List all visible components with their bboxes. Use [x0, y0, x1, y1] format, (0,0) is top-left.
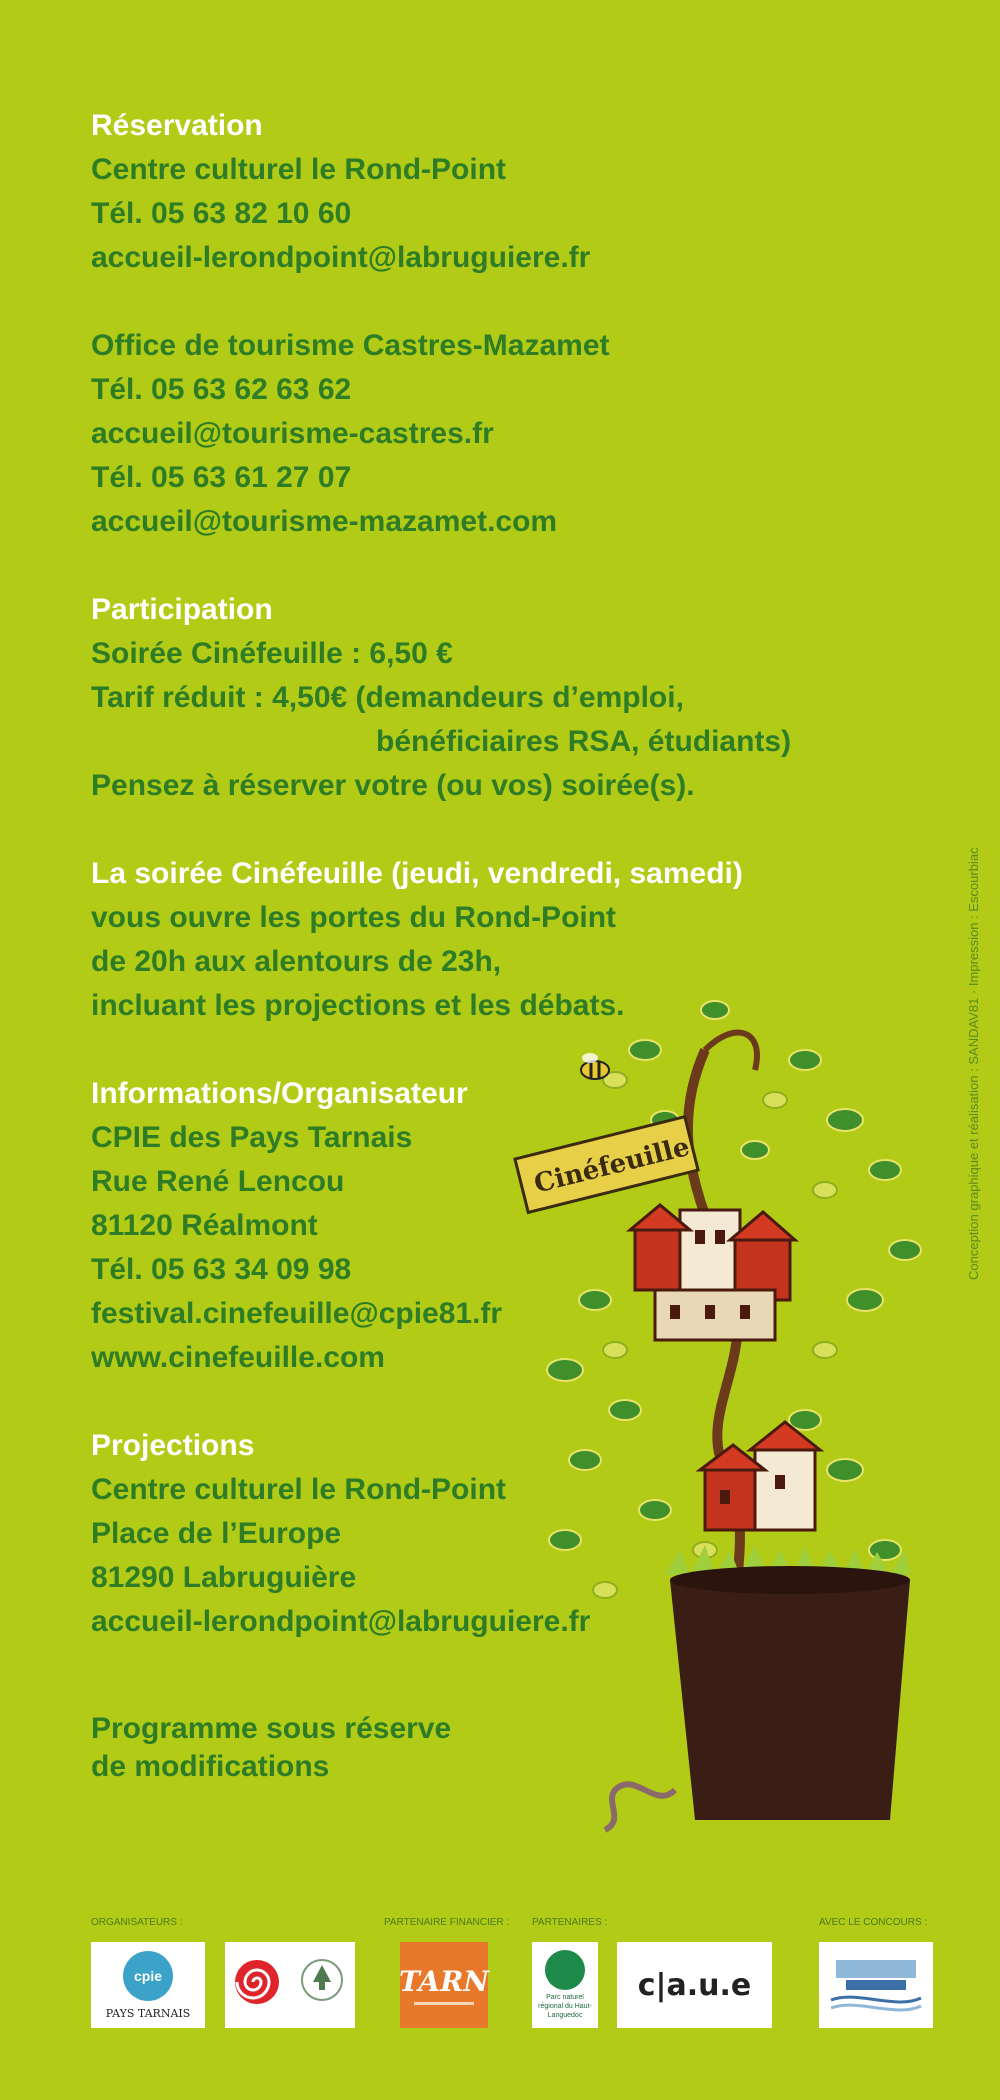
projections-email[interactable]: accueil-lerondpoint@labruguiere.fr [91, 1605, 591, 1638]
programme-note: de modifications [91, 1750, 330, 1783]
reservation-email[interactable]: accueil-lerondpoint@labruguiere.fr [91, 241, 591, 274]
organisateur-name: CPIE des Pays Tarnais [91, 1121, 413, 1154]
side-credit: Conception graphique et réalisation : SANDAV81 · Impression : Escourbiac [966, 847, 981, 1280]
label-organisateurs: ORGANISATEURS : [91, 1917, 183, 1928]
parc-emblem-icon [545, 1950, 585, 1990]
label-partenaires: PARTENAIRES : [532, 1917, 608, 1928]
office-name: Office de tourisme Castres-Mazamet [91, 329, 610, 362]
spacer [91, 544, 851, 588]
cpie-logo [91, 1942, 205, 2028]
labruguiere-logos [225, 1942, 355, 2028]
soiree-line: de 20h aux alentours de 23h, [91, 945, 502, 978]
concours-logo [819, 1942, 933, 2028]
caue-logo-text: c|a.u.e [637, 1967, 752, 2003]
cpie-emblem-icon: cpie [123, 1951, 173, 2001]
participation-reduced-cont: bénéficiaires RSA, étudiants) [376, 725, 792, 758]
label-avec-le-concours: AVEC LE CONCOURS : [819, 1917, 928, 1928]
cinefeuille-illustration [505, 990, 945, 1840]
tarn-logo-text: TARN [399, 1965, 489, 1998]
label-partenaire-financier: PARTENAIRE FINANCIER : [384, 1917, 510, 1928]
tarn-logo [400, 1942, 488, 2028]
participation-price: Soirée Cinéfeuille : 6,50 € [91, 637, 453, 670]
parc-logo [532, 1942, 598, 2028]
divider [414, 2002, 474, 2005]
organisateur-email[interactable]: festival.cinefeuille@cpie81.fr [91, 1297, 503, 1330]
concours-emblem-icon [826, 1950, 926, 2020]
office-email-castres[interactable]: accueil@tourisme-castres.fr [91, 417, 494, 450]
cpie-logo-text: PAYS TARNAIS [105, 2006, 191, 2020]
crest-logo-icon [295, 1950, 350, 2020]
cinefeuille-tag [515, 1117, 698, 1213]
reservation-venue: Centre culturel le Rond-Point [91, 153, 507, 186]
programme-note: Programme sous réserve [91, 1712, 452, 1745]
bee-icon [581, 1053, 609, 1079]
soiree-heading: La soirée Cinéfeuille (jeudi, vendredi, samedi) [91, 857, 743, 890]
spiral-logo-icon [230, 1950, 285, 2020]
participation-reminder: Pensez à réserver votre (ou vos) soirée(s). [91, 769, 695, 802]
participation-heading: Participation [91, 593, 273, 626]
projections-street: Place de l’Europe [91, 1517, 342, 1550]
flower-pot [670, 1580, 910, 1820]
tag-label: Cinéfeuille [531, 1132, 693, 1200]
parc-logo-text: Parc naturel régional du Haut-Languedoc [538, 1994, 592, 2019]
organisateur-website[interactable]: www.cinefeuille.com [91, 1341, 385, 1374]
spacer [91, 280, 851, 324]
projections-venue: Centre culturel le Rond-Point [91, 1473, 507, 1506]
soiree-line: incluant les projections et les débats. [91, 989, 625, 1022]
office-phone-castres: Tél. 05 63 62 63 62 [91, 373, 352, 406]
spacer [91, 808, 851, 852]
organisateur-phone: Tél. 05 63 34 09 98 [91, 1253, 352, 1286]
projections-heading: Projections [91, 1429, 255, 1462]
soiree-line: vous ouvre les portes du Rond-Point [91, 901, 617, 934]
office-email-mazamet[interactable]: accueil@tourisme-mazamet.com [91, 505, 558, 538]
organisateur-street: Rue René Lencou [91, 1165, 345, 1198]
caue-logo [617, 1942, 772, 2028]
projections-city: 81290 Labruguière [91, 1561, 357, 1594]
office-phone-mazamet: Tél. 05 63 61 27 07 [91, 461, 352, 494]
reservation-phone: Tél. 05 63 82 10 60 [91, 197, 352, 230]
reservation-heading: Réservation [91, 109, 263, 142]
organisateur-city: 81120 Réalmont [91, 1209, 318, 1242]
organisateur-heading: Informations/Organisateur [91, 1077, 468, 1110]
houses-upper [630, 1205, 795, 1340]
participation-reduced: Tarif réduit : 4,50€ (demandeurs d’emploi, [91, 681, 684, 714]
